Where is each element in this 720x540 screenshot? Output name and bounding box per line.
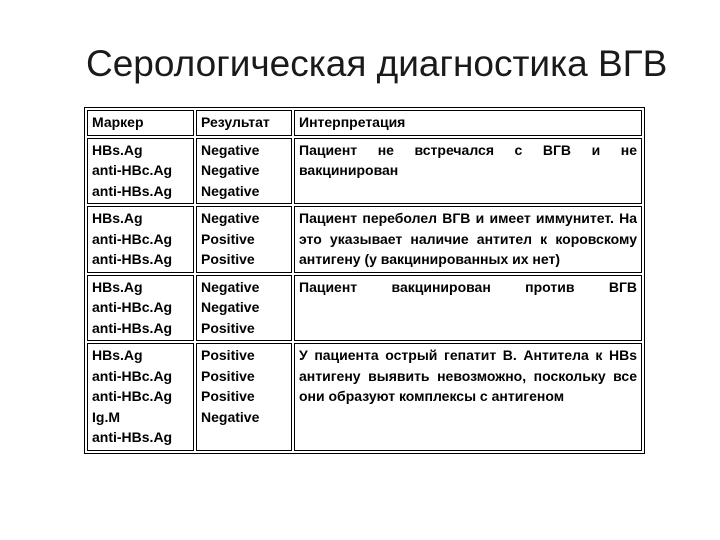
table-row [87,343,642,451]
slide-title: Серологическая диагностика ВГВ [86,43,668,84]
interpretation-cell: У пациента острый гепатит В. Антитела к HBs антигену выявить невозможно, поскольку все они образуют комплексы с антигеном [294,343,642,451]
marker-value: HBs.Ag [92,278,143,295]
marker-value: anti-HBs.Ag [92,319,173,336]
interpretation-cell: Пациент не встречался с ВГВ и не вакцинирован [294,138,642,205]
result-cell [196,206,292,273]
result-value: Negative [201,141,260,158]
result-cell [196,275,292,342]
header-interpretation: Интерпретация [294,110,642,136]
table-row [87,275,642,342]
marker-value: anti-HBs.Ag [92,429,173,445]
result-cell [196,138,292,205]
marker-value: anti-HBc.Ag [92,388,173,404]
header-row [87,110,642,136]
marker-value: anti-HBc.Ag [92,230,173,247]
table-row [87,206,642,273]
result-value: Positive [201,251,255,267]
result-value: Negative [201,278,260,295]
marker-value: Ig.M [92,408,120,425]
result-value: Positive [201,347,255,363]
table-row [87,138,642,205]
marker-value: anti-HBc.Ag [92,367,173,384]
serology-table [84,107,645,454]
marker-value: HBs.Ag [92,141,143,158]
marker-value: anti-HBc.Ag [92,299,173,315]
marker-value: anti-HBs.Ag [92,182,173,199]
marker-cell [87,138,194,205]
marker-value: anti-HBc.Ag [92,162,173,178]
header-marker: Маркер [87,110,194,136]
result-value: Negative [201,210,260,226]
result-value: Negative [201,162,260,178]
marker-cell [87,206,194,273]
result-cell [196,343,292,451]
result-value: Positive [201,367,255,384]
result-value: Positive [201,319,255,336]
result-value: Negative [201,299,260,315]
interpretation-cell: Пациент вакцинирован против ВГВ [294,275,642,342]
result-value: Positive [201,230,255,247]
result-value: Negative [201,408,260,425]
marker-value: HBs.Ag [92,347,143,363]
marker-cell [87,275,194,342]
interpretation-cell: Пациент переболел ВГВ и имеет иммунитет. На это указывает наличие антител к коровскому антигену (у вакцинированных их нет) [294,206,642,273]
result-value: Negative [201,182,260,199]
marker-cell [87,343,194,451]
header-result: Результат [196,110,292,136]
marker-value: anti-HBs.Ag [92,251,173,267]
result-value: Positive [201,388,255,404]
marker-value: HBs.Ag [92,210,143,226]
